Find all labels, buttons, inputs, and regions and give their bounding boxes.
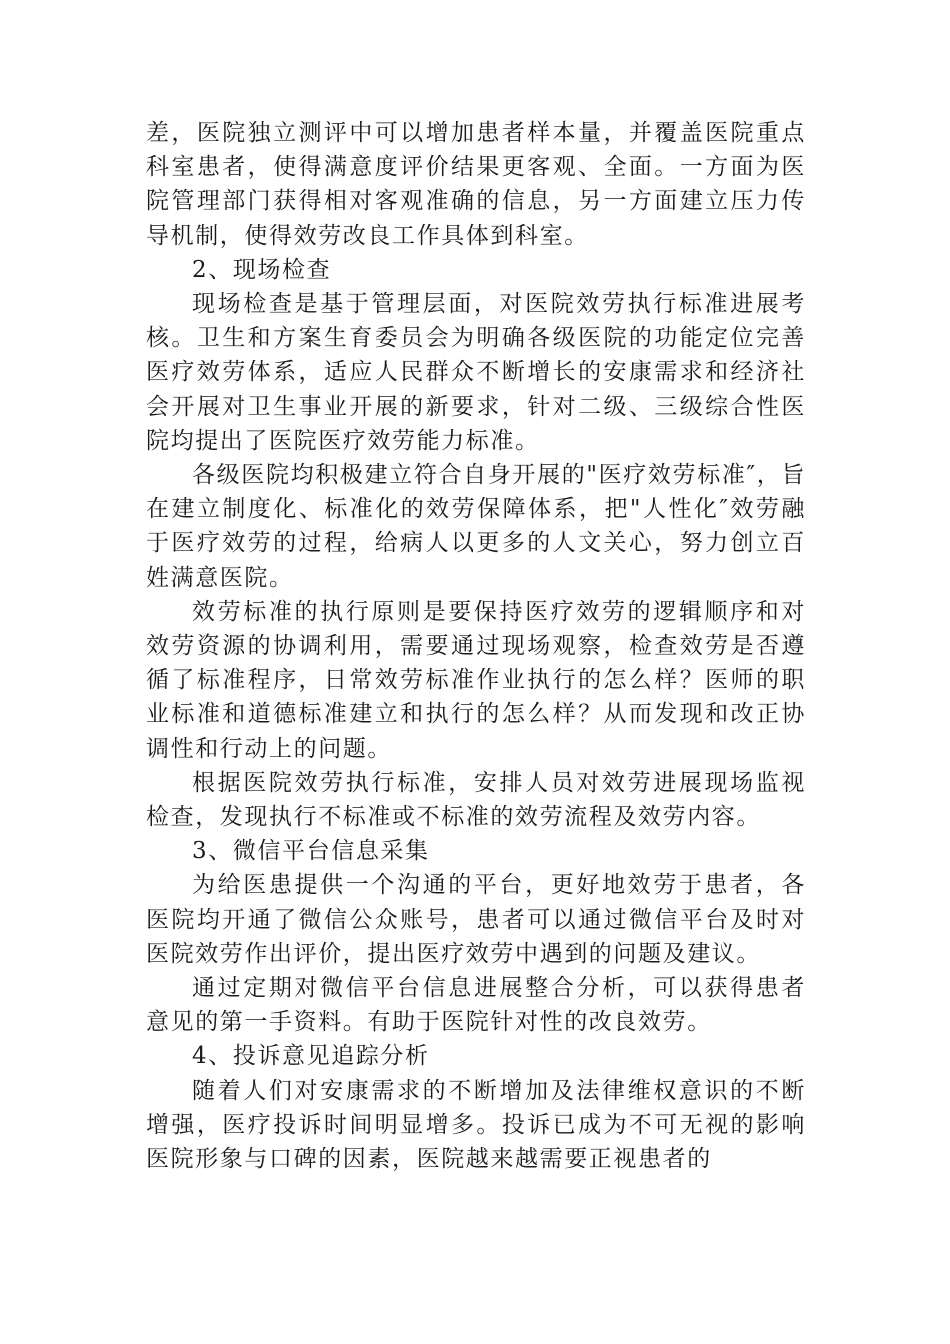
paragraph: 现场检查是基于管理层面，对医院效劳执行标准进展考核。卫生和方案生育委员会为明确各级医院的功能定位完善医疗效劳体系，适应人民群众不断增长的安康需求和经济社会开展对卫生事业开展的新要求，针对二级、三级综合性医院均提出了医院医疗效劳能力标准。	[146, 291, 806, 454]
paragraph: 根据医院效劳执行标准，安排人员对效劳进展现场监视检查，发现执行不标准或不标准的效劳流程及效劳内容。	[146, 769, 806, 831]
paragraph: 随着人们对安康需求的不断增加及法律维权意识的不断增强，医疗投诉时间明显增多。投诉已成为不可无视的影响医院形象与口碑的因素，医院越来越需要正视患者的	[146, 1077, 806, 1173]
section-heading-wechat-collection: 3、微信平台信息采集	[192, 838, 430, 865]
paragraph-continued: 差，医院独立测评中可以增加患者样本量，并覆盖医院重点科室患者，使得满意度评价结果更客观、全面。一方面为医院管理部门获得相对客观准确的信息，另一方面建立压力传导机制，使得效劳改良工作具体到科室。	[146, 120, 806, 249]
paragraph: 为给医患提供一个沟通的平台，更好地效劳于患者，各医院均开通了微信公众账号，患者可以通过微信平台及时对医院效劳作出评价，提出医疗效劳中遇到的问题及建议。	[146, 872, 806, 967]
section-heading-onsite-inspection: 2、现场检查	[192, 256, 332, 283]
paragraph: 效劳标准的执行原则是要保持医疗效劳的逻辑顺序和对效劳资源的协调利用，需要通过现场观察，检查效劳是否遵循了标准程序，日常效劳标准作业执行的怎么样？医师的职业标准和道德标准建立和执行的怎么样？从而发现和改正协调性和行动上的问题。	[146, 598, 806, 762]
paragraph: 通过定期对微信平台信息进展整合分析，可以获得患者意见的第一手资料。有助于医院针对性的改良效劳。	[146, 975, 806, 1036]
document-page	[146, 116, 806, 1176]
paragraph: 各级医院均积极建立符合自身开展的"医疗效劳标准″，旨在建立制度化、标准化的效劳保障体系，把"人性化″效劳融于医疗效劳的过程，给病人以更多的人文关心，努力创立百姓满意医院。	[146, 462, 806, 591]
section-heading-complaint-tracking: 4、投诉意见追踪分析	[192, 1043, 430, 1070]
